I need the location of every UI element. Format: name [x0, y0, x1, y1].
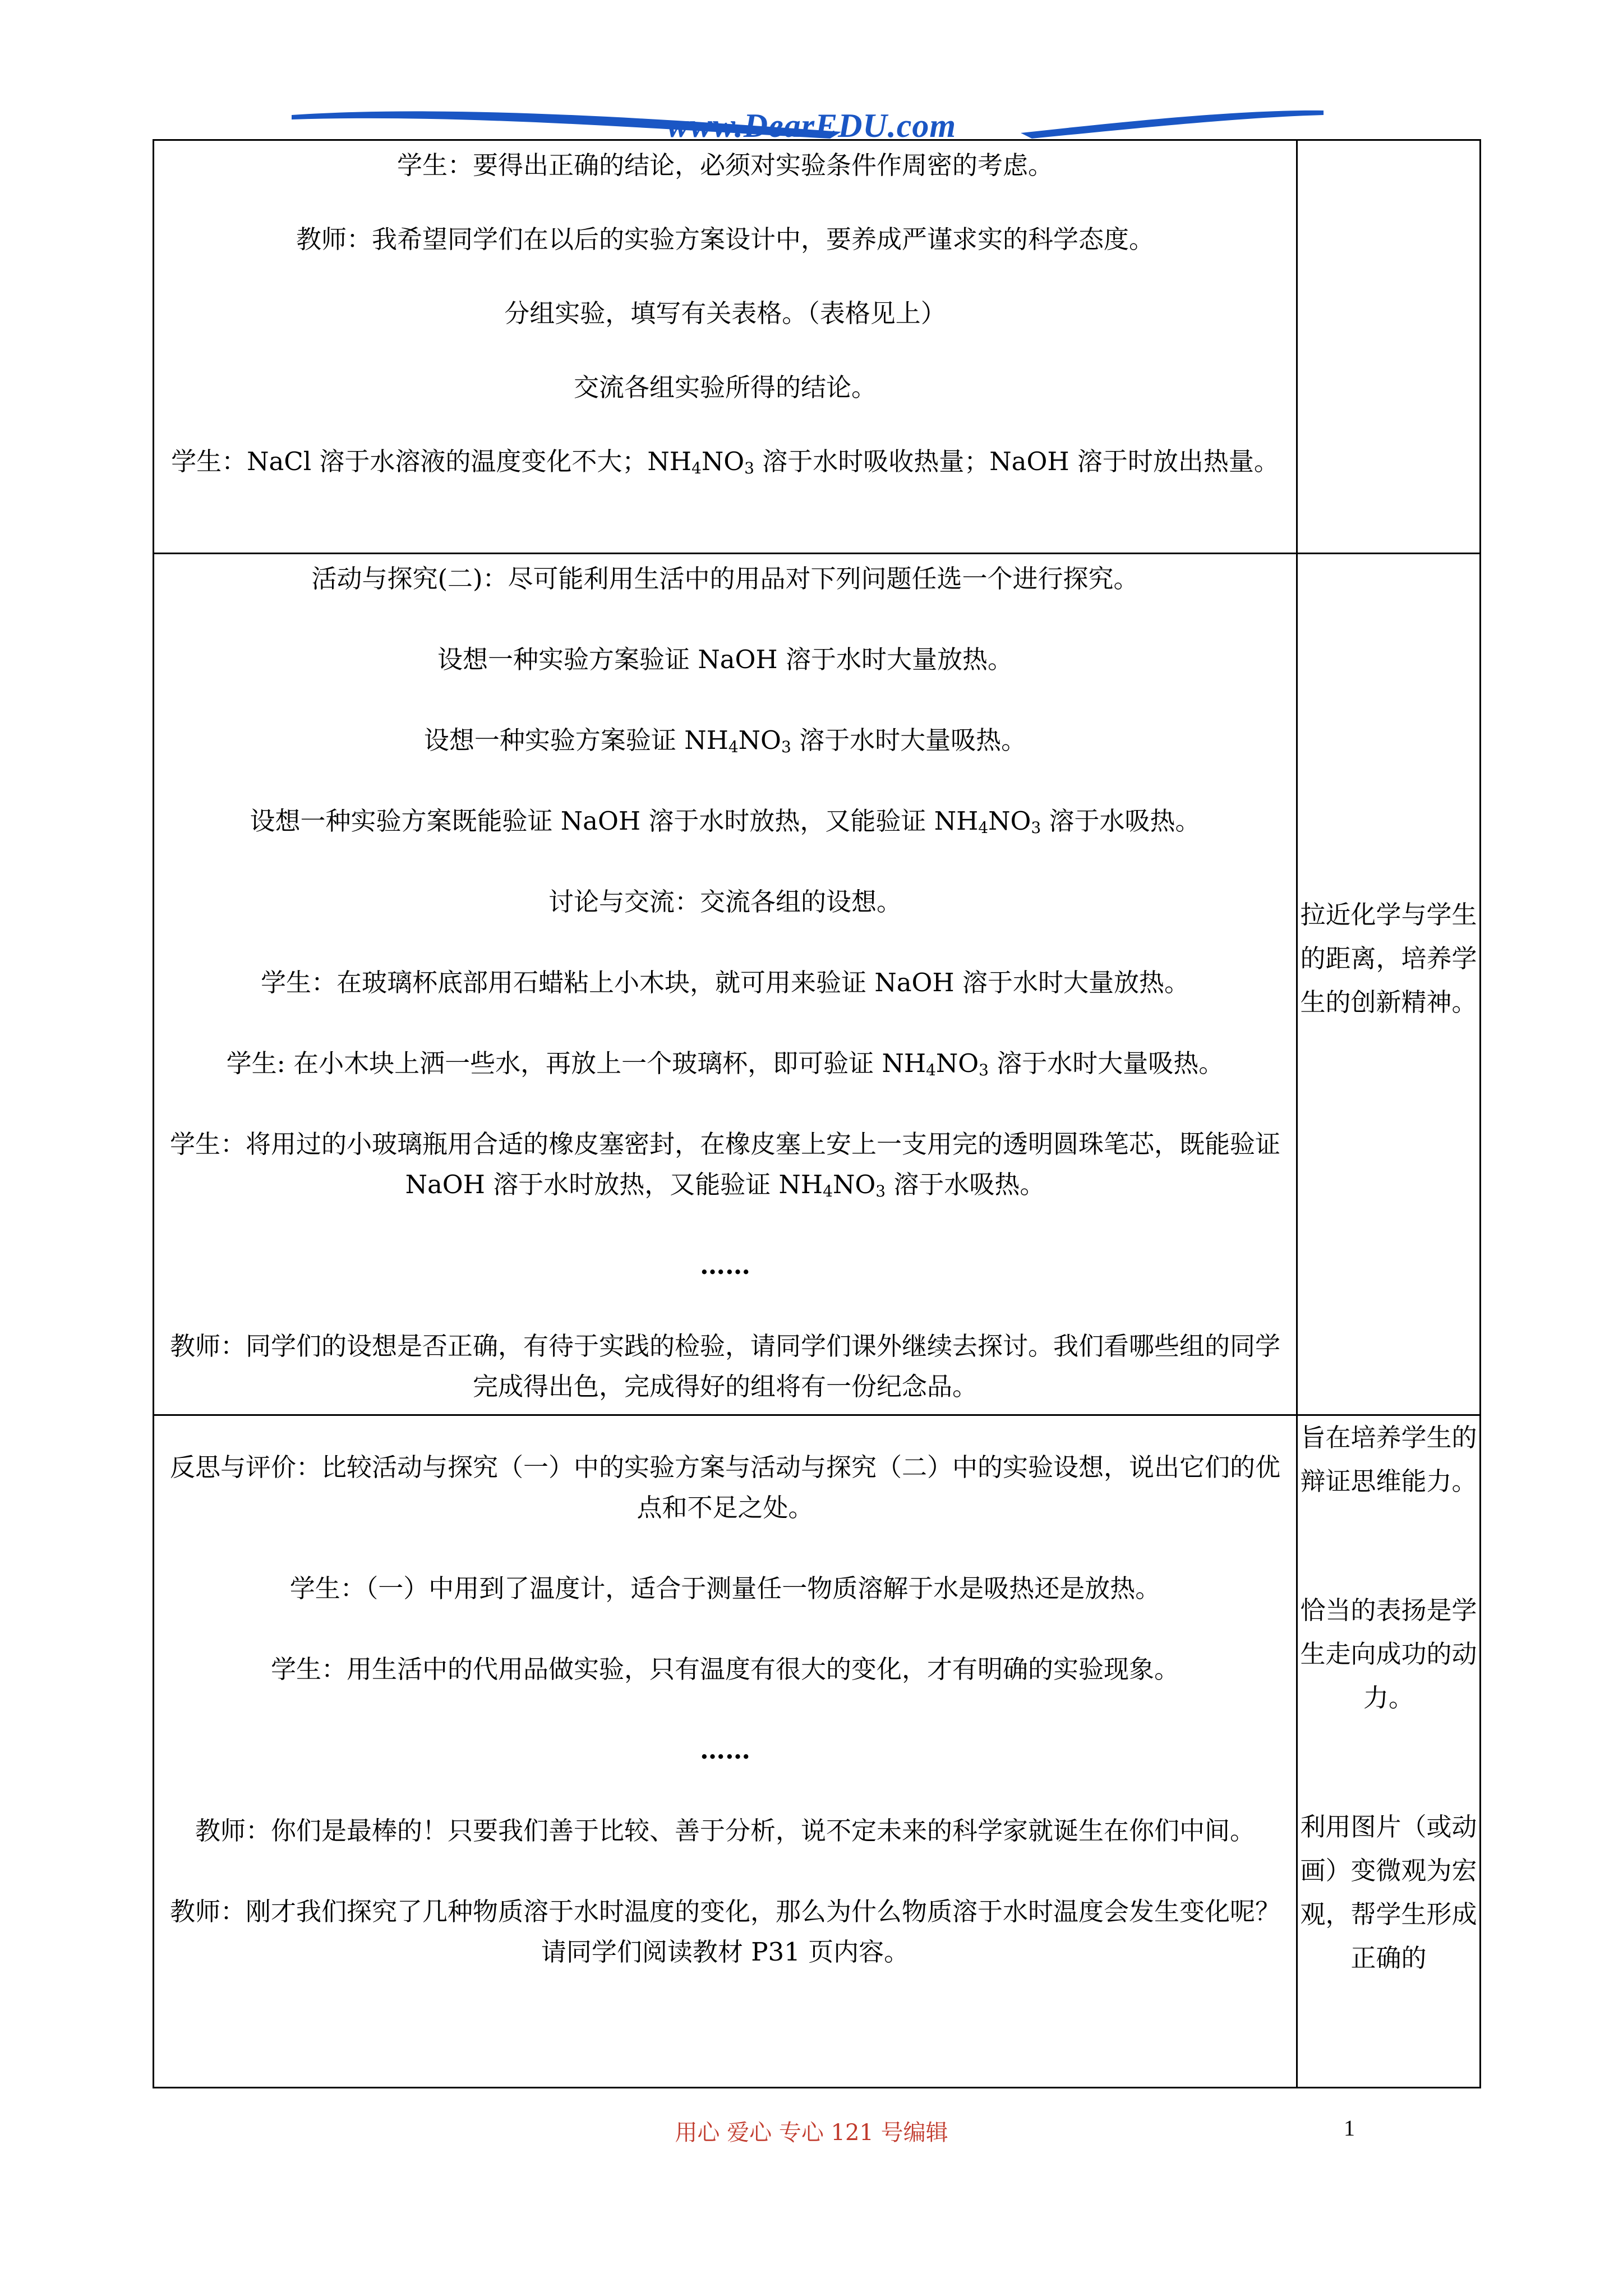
dialogue-line: 学生：要得出正确的结论，必须对实验条件作周密的考虑。	[396, 150, 1053, 180]
lesson-table	[153, 139, 1481, 2088]
footer-text: 用心 爱心 专心 121 号编辑	[675, 2120, 948, 2146]
ellipsis: ……	[700, 1250, 750, 1280]
table-row	[154, 1415, 1481, 2088]
dialogue-line: 学生: 在小木块上洒一些水，再放上一个玻璃杯，即可验证 $NH_4NO_3$ 溶于水时大量吸热。	[226, 1048, 1224, 1079]
dialogue-line: 学生：用生活中的代用品做实验，只有温度有很大的变化，才有明确的实验现象。	[270, 1654, 1179, 1684]
note-cell	[1297, 1415, 1481, 2088]
dialogue-line: 学生：（一）中用到了温度计，适合于测量任一物质溶解于水是吸热还是放热。	[289, 1573, 1161, 1603]
dialogue-line: 分组实验，填写有关表格。（表格见上）	[504, 298, 946, 328]
margin-note: 旨在培养学生的辩证思维能力。	[1300, 1423, 1477, 1496]
content-cell	[154, 1415, 1297, 2088]
dialogue-line: 学生：将用过的小玻璃瓶用合适的橡皮塞密封，在橡皮塞上安上一支用完的透明圆珠笔芯，既能验证 NaOH 溶于水时放热，又能验证 $NH_4NO_3$ 溶于水吸热。	[169, 1129, 1280, 1200]
dialogue-line: 设想一种实验方案验证 $NH_4NO_3$ 溶于水时大量吸热。	[423, 725, 1027, 756]
dialogue-line: 教师：同学们的设想是否正确，有待于实践的检验，请同学们课外继续去探讨。我们看哪些组的同学完成得出色，完成得好的组将有一份纪念品。	[169, 1331, 1280, 1401]
margin-note: 拉近化学与学生的距离，培养学生的创新精神。	[1300, 900, 1477, 1017]
dialogue-line: 交流各组实验所得的结论。	[573, 372, 877, 402]
table-row	[154, 140, 1481, 554]
note-cell	[1297, 140, 1481, 554]
content-cell	[154, 554, 1297, 1415]
note-cell	[1297, 554, 1481, 1415]
dialogue-line: 讨论与交流：交流各组的设想。	[548, 887, 902, 917]
margin-note: 恰当的表扬是学生走向成功的动力。	[1300, 1595, 1477, 1713]
dialogue-line: 教师：刚才我们探究了几种物质溶于水时温度的变化，那么为什么物质溶于水时温度会发生变化呢？请同学们阅读教材 P31 页内容。	[169, 1897, 1280, 1967]
table-row	[154, 554, 1481, 1415]
ellipsis: ……	[700, 1735, 750, 1765]
dialogue-line: 学生：NaCl 溶于水溶液的温度变化不大；$NH_4NO_3$ 溶于水时吸收热量；NaOH 溶于时放出热量。	[171, 447, 1279, 477]
margin-note: 利用图片（或动画）变微观为宏观，帮学生形成正确的	[1300, 1812, 1477, 1973]
dialogue-line: 设想一种实验方案验证 NaOH 溶于水时大量放热。	[437, 645, 1013, 674]
page-number: 1	[1344, 2115, 1355, 2141]
dialogue-line: 教师：你们是最棒的！只要我们善于比较、善于分析，说不定未来的科学家就诞生在你们中间。	[195, 1816, 1255, 1846]
dialogue-line: 学生：在玻璃杯底部用石蜡粘上小木块，就可用来验证 NaOH 溶于水时大量放热。	[261, 968, 1189, 997]
dialogue-line: 设想一种实验方案既能验证 NaOH 溶于水时放热，又能验证 $NH_4NO_3$ 溶于水吸热。	[250, 806, 1201, 837]
site-logo-text: www.DearEDU.com	[666, 107, 957, 144]
dialogue-line: 教师：我希望同学们在以后的实验方案设计中，要养成严谨求实的科学态度。	[296, 224, 1154, 254]
content-cell	[154, 140, 1297, 554]
dialogue-line: 反思与评价：比较活动与探究（一）中的实验方案与活动与探究（二）中的实验设想，说出它们的优点和不足之处。	[169, 1452, 1280, 1522]
dialogue-line: 活动与探究(二)：尽可能利用生活中的用品对下列问题任选一个进行探究。	[311, 564, 1139, 593]
